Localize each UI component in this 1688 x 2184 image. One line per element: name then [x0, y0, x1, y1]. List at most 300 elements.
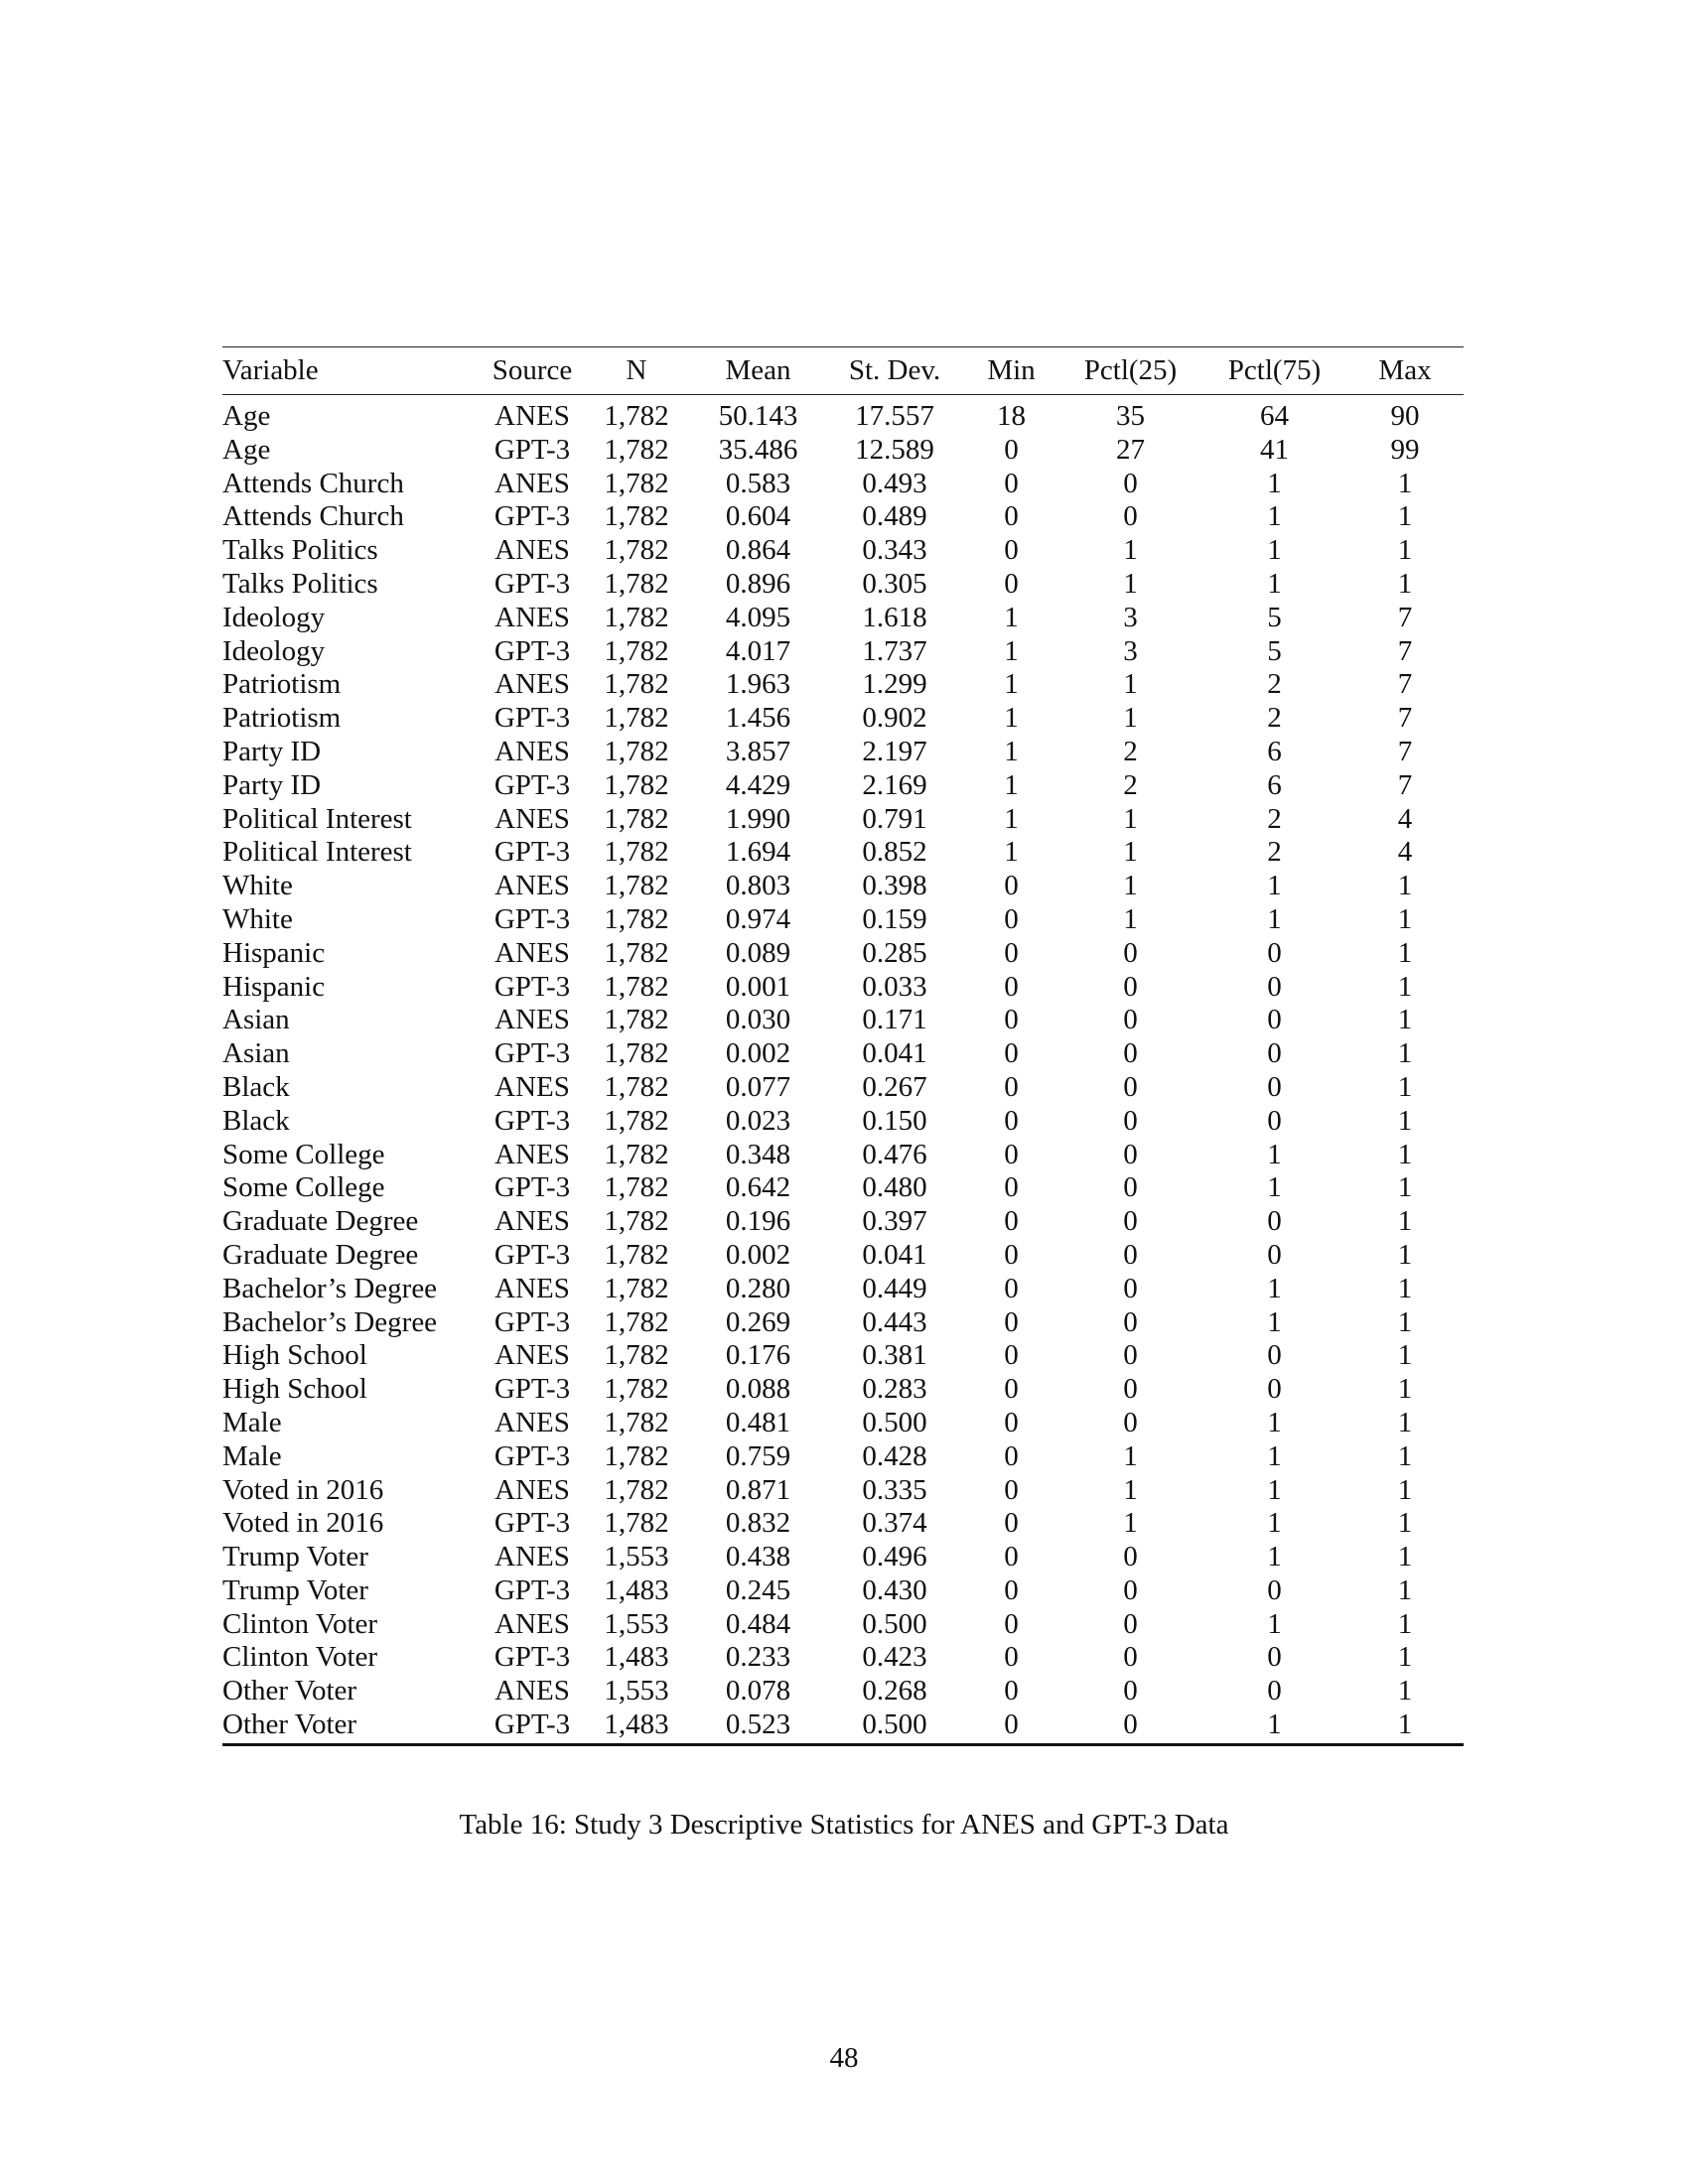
cell-pctl-75: 1 [1267, 1607, 1282, 1640]
cell-variable: Hispanic [222, 970, 326, 1003]
cell-pctl-75: 1 [1267, 1272, 1282, 1304]
cell-source: GPT-3 [493, 1171, 571, 1204]
cell-pctl-75: 64 [1260, 400, 1289, 432]
cell-pctl-25: 0 [1123, 1541, 1138, 1573]
cell-min: 0 [1004, 1573, 1019, 1606]
cell-pctl-25: 1 [1123, 668, 1138, 701]
cell-source: GPT-3 [493, 634, 571, 667]
table-row [222, 434, 1464, 468]
cell-n: 1,483 [604, 1641, 669, 1674]
cell-mean: 0.604 [725, 500, 791, 533]
cell-mean: 1.456 [725, 702, 791, 735]
table-row [222, 1474, 1464, 1508]
table-row [222, 468, 1464, 501]
table-row [222, 1273, 1464, 1306]
cell-st-dev: 0.449 [862, 1272, 927, 1304]
table-row [222, 1541, 1464, 1574]
cell-st-dev: 0.381 [862, 1339, 927, 1372]
cell-min: 0 [1004, 1205, 1019, 1238]
cell-max: 4 [1397, 836, 1413, 869]
cell-mean: 0.002 [725, 1238, 791, 1271]
table-row [222, 1440, 1464, 1474]
cell-pctl-25: 0 [1123, 1205, 1138, 1238]
cell-variable: Talks Politics [222, 534, 378, 567]
cell-source: GPT-3 [493, 433, 571, 466]
cell-min: 0 [1004, 1238, 1019, 1271]
cell-min: 0 [1004, 1037, 1019, 1070]
cell-min: 0 [1004, 1104, 1019, 1137]
cell-source: ANES [494, 936, 570, 969]
cell-mean: 4.429 [725, 768, 791, 801]
cell-mean: 50.143 [718, 400, 798, 432]
cell-source: GPT-3 [493, 836, 571, 869]
cell-pctl-75: 1 [1267, 1406, 1282, 1438]
cell-source: GPT-3 [493, 1573, 571, 1606]
cell-mean: 0.077 [725, 1070, 791, 1103]
table-row [222, 1641, 1464, 1675]
cell-min: 1 [1004, 668, 1019, 701]
table-row [222, 602, 1464, 635]
cell-pctl-25: 2 [1123, 735, 1138, 767]
table-row [222, 903, 1464, 937]
cell-source: ANES [494, 1272, 570, 1304]
cell-min: 0 [1004, 467, 1019, 499]
cell-min: 1 [1004, 768, 1019, 801]
cell-st-dev: 0.428 [862, 1439, 927, 1472]
cell-min: 0 [1004, 1070, 1019, 1103]
cell-source: ANES [494, 1205, 570, 1238]
cell-pctl-25: 0 [1123, 1607, 1138, 1640]
cell-pctl-25: 2 [1123, 768, 1138, 801]
cell-min: 0 [1004, 870, 1019, 902]
cell-source: ANES [494, 802, 570, 835]
cell-variable: White [222, 870, 293, 902]
cell-pctl-25: 0 [1123, 1138, 1138, 1170]
cell-max: 1 [1397, 1607, 1413, 1640]
cell-pctl-75: 1 [1267, 1305, 1282, 1338]
cell-max: 1 [1397, 500, 1413, 533]
cell-source: ANES [494, 1070, 570, 1103]
cell-mean: 0.196 [725, 1205, 791, 1238]
cell-source: ANES [494, 1675, 570, 1707]
cell-pctl-25: 0 [1123, 1104, 1138, 1137]
cell-n: 1,782 [604, 768, 669, 801]
cell-st-dev: 0.480 [862, 1171, 927, 1204]
cell-n: 1,782 [604, 534, 669, 567]
cell-st-dev: 0.500 [862, 1406, 927, 1438]
cell-pctl-75: 1 [1267, 534, 1282, 567]
table-row [222, 500, 1464, 534]
cell-variable: Asian [222, 1004, 290, 1036]
cell-source: GPT-3 [493, 1305, 571, 1338]
cell-variable: High School [222, 1339, 367, 1372]
cell-max: 1 [1397, 1641, 1413, 1674]
cell-pctl-25: 1 [1123, 702, 1138, 735]
cell-source: GPT-3 [493, 902, 571, 935]
cell-min: 0 [1004, 567, 1019, 600]
cell-max: 1 [1397, 1238, 1413, 1271]
cell-st-dev: 0.852 [862, 836, 927, 869]
cell-source: ANES [494, 1339, 570, 1372]
cell-n: 1,782 [604, 1104, 669, 1137]
cell-source: ANES [494, 668, 570, 701]
cell-pctl-25: 1 [1123, 1439, 1138, 1472]
cell-min: 1 [1004, 634, 1019, 667]
cell-source: ANES [494, 400, 570, 432]
cell-mean: 0.896 [725, 567, 791, 600]
cell-mean: 4.017 [725, 634, 791, 667]
cell-min: 0 [1004, 1473, 1019, 1506]
table-row [222, 1105, 1464, 1139]
cell-min: 0 [1004, 1339, 1019, 1372]
cell-source: ANES [494, 1607, 570, 1640]
cell-pctl-25: 1 [1123, 870, 1138, 902]
cell-st-dev: 0.493 [862, 467, 927, 499]
cell-n: 1,782 [604, 1339, 669, 1372]
cell-st-dev: 0.041 [862, 1238, 927, 1271]
cell-variable: Voted in 2016 [222, 1473, 384, 1506]
cell-max: 1 [1397, 1037, 1413, 1070]
cell-min: 0 [1004, 936, 1019, 969]
table-row [222, 1171, 1464, 1205]
cell-variable: Voted in 2016 [222, 1507, 384, 1540]
cell-variable: Graduate Degree [222, 1238, 419, 1271]
cell-max: 1 [1397, 1439, 1413, 1472]
cell-n: 1,782 [604, 634, 669, 667]
cell-st-dev: 0.902 [862, 702, 927, 735]
table-row [222, 1306, 1464, 1340]
cell-n: 1,483 [604, 1708, 669, 1741]
cell-n: 1,782 [604, 601, 669, 633]
table-row [222, 736, 1464, 769]
cell-n: 1,782 [604, 500, 669, 533]
cell-st-dev: 17.557 [855, 400, 934, 432]
cell-n: 1,782 [604, 1507, 669, 1540]
cell-source: GPT-3 [493, 1641, 571, 1674]
cell-min: 0 [1004, 1004, 1019, 1036]
cell-variable: Male [222, 1439, 282, 1472]
cell-variable: Asian [222, 1037, 290, 1070]
cell-min: 0 [1004, 1406, 1019, 1438]
table-row [222, 534, 1464, 568]
cell-st-dev: 0.041 [862, 1037, 927, 1070]
cell-n: 1,782 [604, 433, 669, 466]
cell-source: GPT-3 [493, 500, 571, 533]
cell-n: 1,483 [604, 1573, 669, 1606]
cell-source: ANES [494, 534, 570, 567]
cell-st-dev: 0.398 [862, 870, 927, 902]
cell-variable: Graduate Degree [222, 1205, 419, 1238]
cell-st-dev: 0.489 [862, 500, 927, 533]
cell-variable: Black [222, 1070, 290, 1103]
cell-mean: 0.002 [725, 1037, 791, 1070]
cell-source: GPT-3 [493, 1373, 571, 1406]
cell-source: ANES [494, 601, 570, 633]
cell-pctl-25: 0 [1123, 1037, 1138, 1070]
cell-n: 1,782 [604, 902, 669, 935]
cell-variable: Party ID [222, 735, 322, 767]
cell-source: GPT-3 [493, 1708, 571, 1741]
cell-mean: 0.176 [725, 1339, 791, 1372]
cell-variable: Some College [222, 1138, 385, 1170]
cell-variable: Other Voter [222, 1708, 357, 1741]
table-row [222, 702, 1464, 736]
cell-variable: High School [222, 1373, 367, 1406]
cell-variable: Some College [222, 1171, 385, 1204]
cell-st-dev: 0.791 [862, 802, 927, 835]
cell-source: GPT-3 [493, 567, 571, 600]
table-row [222, 1004, 1464, 1037]
cell-max: 1 [1397, 1205, 1413, 1238]
cell-min: 1 [1004, 836, 1019, 869]
cell-pctl-25: 3 [1123, 601, 1138, 633]
table-row [222, 971, 1464, 1005]
cell-variable: White [222, 902, 293, 935]
cell-max: 1 [1397, 1138, 1413, 1170]
cell-mean: 0.245 [725, 1573, 791, 1606]
cell-min: 0 [1004, 534, 1019, 567]
page-number: 48 [829, 2042, 859, 2074]
cell-pctl-75: 0 [1267, 1104, 1282, 1137]
cell-n: 1,782 [604, 1272, 669, 1304]
cell-min: 1 [1004, 735, 1019, 767]
header-st-dev: St. Dev. [848, 353, 941, 386]
table-row [222, 870, 1464, 903]
cell-pctl-25: 0 [1123, 1406, 1138, 1438]
cell-min: 0 [1004, 1507, 1019, 1540]
cell-pctl-25: 0 [1123, 1373, 1138, 1406]
cell-source: ANES [494, 1541, 570, 1573]
cell-n: 1,782 [604, 400, 669, 432]
cell-variable: Patriotism [222, 702, 342, 735]
cell-mean: 35.486 [718, 433, 798, 466]
cell-pctl-75: 0 [1267, 936, 1282, 969]
cell-n: 1,782 [604, 1373, 669, 1406]
cell-pctl-25: 0 [1123, 1305, 1138, 1338]
cell-max: 1 [1397, 1070, 1413, 1103]
cell-max: 1 [1397, 567, 1413, 600]
cell-mean: 0.974 [725, 902, 791, 935]
cell-min: 1 [1004, 802, 1019, 835]
table-caption: Table 16: Study 3 Descriptive Statistics for ANES and GPT-3 Data [459, 1809, 1229, 1841]
cell-st-dev: 2.169 [862, 768, 927, 801]
cell-pctl-25: 0 [1123, 936, 1138, 969]
cell-pctl-75: 1 [1267, 1138, 1282, 1170]
cell-pctl-75: 1 [1267, 1439, 1282, 1472]
cell-source: ANES [494, 1406, 570, 1438]
cell-pctl-75: 1 [1267, 1708, 1282, 1741]
cell-pctl-25: 0 [1123, 1708, 1138, 1741]
cell-variable: Ideology [222, 601, 326, 633]
cell-pctl-75: 0 [1267, 1373, 1282, 1406]
table-row [222, 395, 1464, 434]
cell-pctl-75: 1 [1267, 902, 1282, 935]
cell-n: 1,782 [604, 836, 669, 869]
table-row [222, 1675, 1464, 1708]
cell-min: 0 [1004, 1541, 1019, 1573]
cell-max: 1 [1397, 1305, 1413, 1338]
cell-pctl-75: 1 [1267, 870, 1282, 902]
cell-pctl-75: 0 [1267, 1641, 1282, 1674]
cell-min: 1 [1004, 601, 1019, 633]
cell-pctl-75: 1 [1267, 1541, 1282, 1573]
table-row [222, 769, 1464, 803]
table-row [222, 803, 1464, 837]
cell-variable: Trump Voter [222, 1573, 368, 1606]
table-row [222, 1407, 1464, 1440]
cell-pctl-75: 0 [1267, 1070, 1282, 1103]
header-pctl-25: Pctl(25) [1083, 353, 1178, 386]
table-row [222, 1507, 1464, 1541]
cell-st-dev: 0.285 [862, 936, 927, 969]
cell-min: 0 [1004, 1373, 1019, 1406]
cell-min: 0 [1004, 970, 1019, 1003]
cell-n: 1,782 [604, 702, 669, 735]
cell-mean: 0.484 [725, 1607, 791, 1640]
cell-st-dev: 0.159 [862, 902, 927, 935]
table-row [222, 1139, 1464, 1172]
cell-pctl-25: 35 [1116, 400, 1145, 432]
cell-source: ANES [494, 870, 570, 902]
cell-n: 1,782 [604, 1406, 669, 1438]
cell-st-dev: 0.305 [862, 567, 927, 600]
cell-n: 1,553 [604, 1541, 669, 1573]
cell-pctl-75: 2 [1267, 802, 1282, 835]
cell-max: 1 [1397, 1541, 1413, 1573]
cell-variable: Age [222, 400, 271, 432]
header-mean: Mean [725, 353, 791, 386]
table-row [222, 635, 1464, 669]
cell-pctl-25: 0 [1123, 1573, 1138, 1606]
cell-n: 1,782 [604, 1473, 669, 1506]
cell-n: 1,782 [604, 467, 669, 499]
header-source: Source [492, 353, 573, 386]
cell-pctl-75: 6 [1267, 735, 1282, 767]
cell-st-dev: 0.343 [862, 534, 927, 567]
cell-max: 7 [1397, 668, 1413, 701]
cell-mean: 0.481 [725, 1406, 791, 1438]
cell-mean: 1.694 [725, 836, 791, 869]
cell-variable: Talks Politics [222, 567, 378, 600]
cell-source: GPT-3 [493, 1238, 571, 1271]
cell-min: 0 [1004, 433, 1019, 466]
cell-max: 1 [1397, 936, 1413, 969]
cell-n: 1,782 [604, 567, 669, 600]
cell-max: 1 [1397, 1104, 1413, 1137]
cell-st-dev: 0.500 [862, 1708, 927, 1741]
cell-max: 7 [1397, 634, 1413, 667]
cell-mean: 0.280 [725, 1272, 791, 1304]
table-row [222, 1205, 1464, 1239]
cell-source: ANES [494, 467, 570, 499]
table-row [222, 1708, 1464, 1744]
cell-max: 1 [1397, 1473, 1413, 1506]
cell-max: 1 [1397, 1171, 1413, 1204]
table-header [222, 347, 1464, 395]
cell-source: GPT-3 [493, 1104, 571, 1137]
cell-st-dev: 0.430 [862, 1573, 927, 1606]
cell-pctl-25: 3 [1123, 634, 1138, 667]
cell-variable: Attends Church [222, 500, 404, 533]
cell-pctl-75: 0 [1267, 1339, 1282, 1372]
cell-n: 1,782 [604, 970, 669, 1003]
cell-pctl-25: 0 [1123, 1070, 1138, 1103]
table-row [222, 1037, 1464, 1071]
cell-variable: Clinton Voter [222, 1607, 378, 1640]
header-row [222, 347, 1464, 395]
cell-st-dev: 0.496 [862, 1541, 927, 1573]
cell-variable: Male [222, 1406, 282, 1438]
cell-variable: Bachelor’s Degree [222, 1305, 438, 1338]
cell-pctl-75: 0 [1267, 1675, 1282, 1707]
cell-max: 1 [1397, 870, 1413, 902]
cell-pctl-75: 1 [1267, 1171, 1282, 1204]
cell-min: 0 [1004, 1171, 1019, 1204]
cell-max: 1 [1397, 1004, 1413, 1036]
cell-min: 1 [1004, 702, 1019, 735]
cell-n: 1,782 [604, 668, 669, 701]
cell-n: 1,782 [604, 1004, 669, 1036]
cell-st-dev: 0.443 [862, 1305, 927, 1338]
cell-source: GPT-3 [493, 702, 571, 735]
cell-n: 1,782 [604, 1138, 669, 1170]
cell-pctl-25: 1 [1123, 567, 1138, 600]
cell-max: 1 [1397, 1573, 1413, 1606]
cell-mean: 0.438 [725, 1541, 791, 1573]
cell-mean: 0.001 [725, 970, 791, 1003]
cell-mean: 0.089 [725, 936, 791, 969]
cell-mean: 0.233 [725, 1641, 791, 1674]
cell-min: 0 [1004, 1708, 1019, 1741]
cell-pctl-75: 1 [1267, 467, 1282, 499]
cell-pctl-25: 1 [1123, 1507, 1138, 1540]
cell-source: GPT-3 [493, 1439, 571, 1472]
cell-n: 1,782 [604, 1070, 669, 1103]
cell-mean: 0.088 [725, 1373, 791, 1406]
header-max: Max [1378, 353, 1432, 386]
cell-pctl-75: 1 [1267, 1507, 1282, 1540]
cell-st-dev: 0.500 [862, 1607, 927, 1640]
cell-variable: Clinton Voter [222, 1641, 378, 1674]
cell-pctl-25: 0 [1123, 1171, 1138, 1204]
cell-st-dev: 12.589 [855, 433, 934, 466]
cell-variable: Attends Church [222, 467, 404, 499]
cell-n: 1,782 [604, 1305, 669, 1338]
table-row [222, 1239, 1464, 1273]
cell-max: 1 [1397, 902, 1413, 935]
cell-st-dev: 0.335 [862, 1473, 927, 1506]
cell-n: 1,553 [604, 1675, 669, 1707]
cell-min: 0 [1004, 500, 1019, 533]
table-row [222, 568, 1464, 602]
cell-n: 1,782 [604, 1205, 669, 1238]
cell-mean: 0.583 [725, 467, 791, 499]
cell-variable: Bachelor’s Degree [222, 1272, 438, 1304]
header-min: Min [987, 353, 1036, 386]
cell-pctl-25: 1 [1123, 836, 1138, 869]
cell-mean: 0.642 [725, 1171, 791, 1204]
cell-source: GPT-3 [493, 768, 571, 801]
cell-min: 0 [1004, 1607, 1019, 1640]
cell-max: 90 [1390, 400, 1420, 432]
cell-mean: 0.269 [725, 1305, 791, 1338]
cell-variable: Political Interest [222, 802, 412, 835]
cell-st-dev: 0.171 [862, 1004, 927, 1036]
cell-max: 1 [1397, 1406, 1413, 1438]
table-row [222, 937, 1464, 971]
cell-mean: 1.963 [725, 668, 791, 701]
cell-n: 1,782 [604, 1238, 669, 1271]
